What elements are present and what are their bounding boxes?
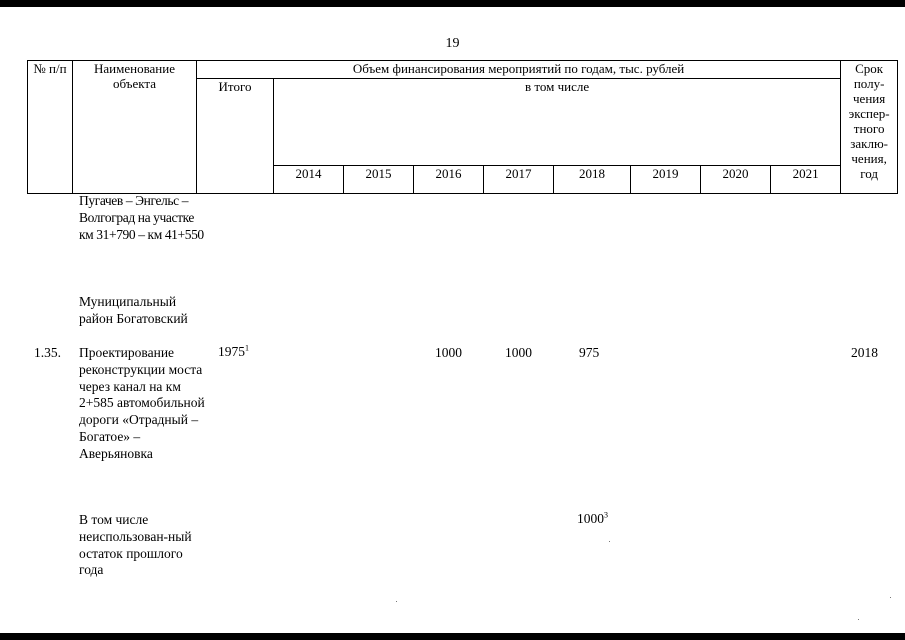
header-year: 2020 [701,166,771,194]
header-year: 2014 [274,166,344,194]
header-year: 2018 [554,166,631,194]
header-number: № п/п [28,61,73,194]
row-2018: 975 [579,345,600,360]
header-total: Итого [197,79,274,194]
continued-object-name: Пугачев – Энгельс – Волгоград на участке км 31+790 – км 41+550 [79,193,204,242]
header-year: 2019 [631,166,701,194]
district-name: Муниципальный район Богатовский [79,294,188,326]
scan-speck [890,597,891,598]
scan-speck [858,619,859,620]
header-including: в том числе [274,79,841,166]
header-year: 2016 [414,166,484,194]
scan-speck [396,601,397,602]
header-volume: Объем финансирования мероприятий по годам, тыс. рублей [197,61,841,79]
row-number: 1.35. [34,345,61,360]
header-year: 2017 [484,166,554,194]
footnote-marker: 3 [604,510,608,520]
table-header [27,60,898,194]
subrow-2018: 1000$^3$ [577,510,608,526]
row-object-name: Проектирование реконструкции моста через канал на км 2+585 автомобильной дороги «Отрадный – Богатое» – Аверьяновка [79,345,205,461]
footnote-marker: 1 [245,343,249,353]
header-deadline: Срок полу-чения экспер-тного заклю-чения, год [841,61,898,194]
row-total: 1975$^1$ [218,343,249,359]
row-2017: 1000 [505,345,532,360]
row-deadline: 2018 [851,345,878,360]
row-2016: 1000 [435,345,462,360]
subrow-name: В том числе неиспользован-ный остаток прошлого года [79,512,192,578]
page-number: 19 [445,36,460,51]
bottom-border [0,633,905,640]
header-name: Наименование объекта [73,61,197,194]
header-year: 2021 [771,166,841,194]
top-border [0,0,905,7]
header-year: 2015 [344,166,414,194]
scan-speck [609,541,610,542]
